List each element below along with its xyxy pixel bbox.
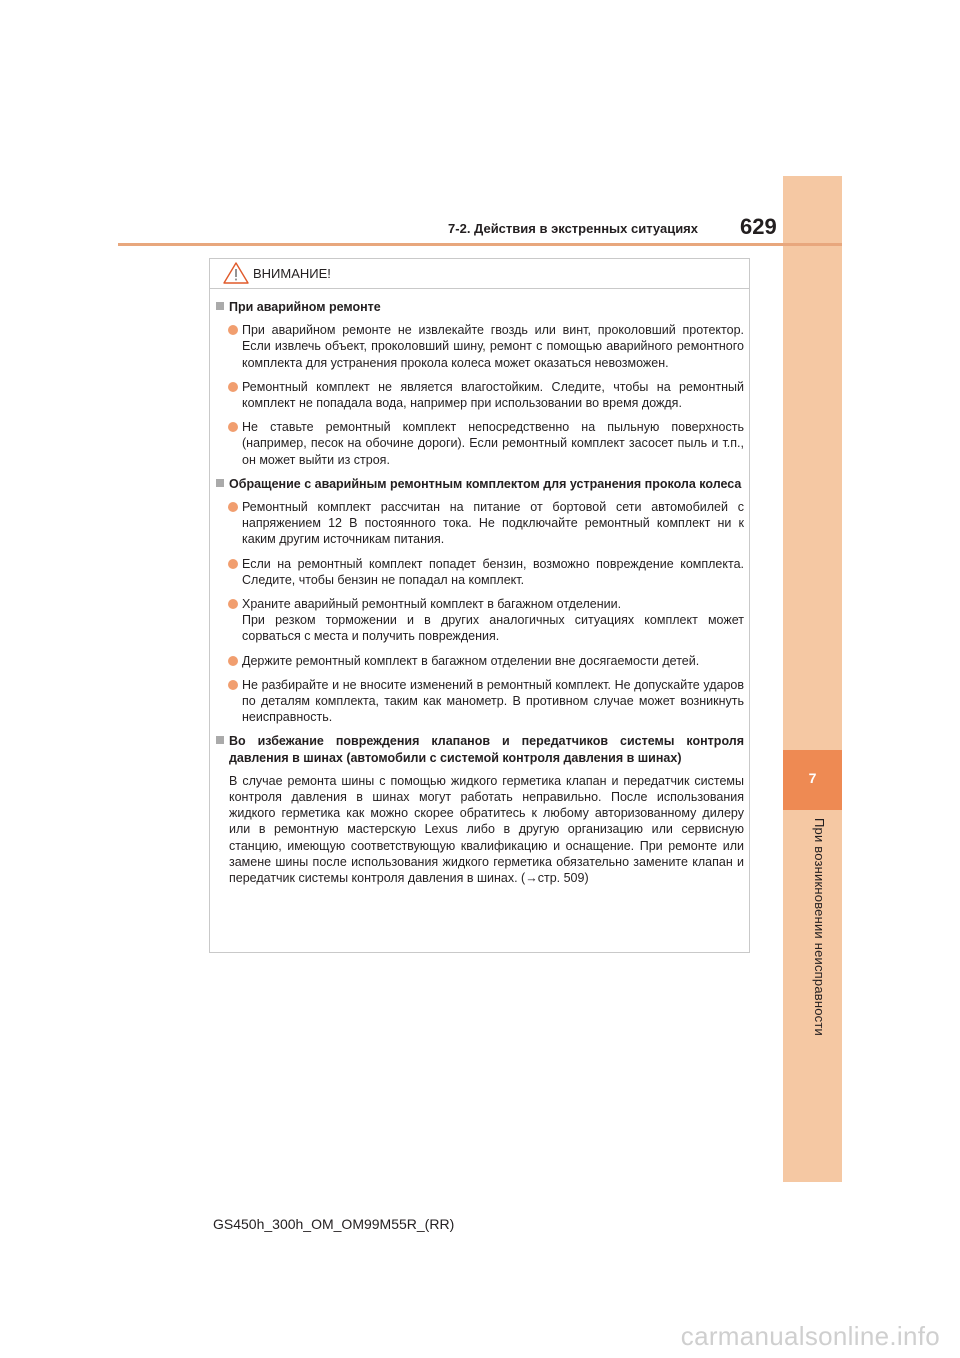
square-bullet-icon: [216, 736, 224, 744]
caution-content: [216, 299, 744, 892]
section-heading-text: Во избежание повреждения клапанов и передатчиков системы контроля давления в шинах (автомобили с системой контроля давления в шинах): [229, 734, 744, 765]
square-bullet-icon: [216, 479, 224, 487]
bullet-item: [216, 596, 744, 645]
circle-bullet-icon: [228, 656, 238, 666]
section-heading: [216, 733, 744, 765]
caution-section: [216, 733, 744, 886]
bullet-text: Ремонтный комплект не является влагостойким. Следите, чтобы на ремонтный комплект не попадала вода, например при использовании во время дождя.: [242, 379, 744, 411]
section-heading-text: При аварийном ремонте: [229, 300, 381, 314]
bullet-text: Не разбирайте и не вносите изменений в ремонтный комплект. Не допускайте ударов по деталям комплекта, таким как манометр. В противном случае может возникнуть неисправность.: [242, 677, 744, 725]
circle-bullet-icon: [228, 502, 238, 512]
bullet-item: [216, 499, 744, 548]
circle-bullet-icon: [228, 599, 238, 609]
bullet-item: [216, 379, 744, 411]
caution-section: [216, 299, 744, 468]
bullet-text: Держите ремонтный комплект в багажном отделении вне досягаемости детей.: [242, 653, 700, 668]
section-title: 7-2. Действия в экстренных ситуациях: [448, 221, 698, 236]
watermark: carmanualsonline.info: [680, 1321, 940, 1351]
circle-bullet-icon: [228, 680, 238, 690]
bullet-item: [216, 322, 744, 371]
chapter-title: При возникновении неисправности: [812, 818, 827, 1036]
chapter-number: 7: [808, 770, 817, 786]
header-rule: [118, 243, 842, 246]
circle-bullet-icon: [228, 422, 238, 432]
caution-title: ВНИМАНИЕ!: [253, 266, 331, 281]
section-heading-text: Обращение с аварийным ремонтным комплектом для устранения прокола колеса: [229, 476, 742, 491]
section-paragraph: [216, 773, 744, 886]
caution-box: [209, 258, 750, 953]
bullet-text: Если на ремонтный комплект попадет бензин, возможно повреждение комплекта. Следите, чтобы бензин не попадал на комплект.: [242, 556, 744, 587]
bullet-item: [216, 419, 744, 468]
circle-bullet-icon: [228, 382, 238, 392]
warning-triangle-icon: [223, 261, 249, 285]
circle-bullet-icon: [228, 325, 238, 335]
bullet-item: [216, 556, 744, 588]
page-number: 629: [740, 214, 777, 239]
caution-header: [210, 259, 749, 289]
bullet-text: При резком торможении и в других аналогичных ситуациях комплект может сорваться с места и получить повреждения.: [242, 613, 744, 644]
bullet-item: [216, 653, 744, 669]
circle-bullet-icon: [228, 559, 238, 569]
section-heading: [216, 476, 744, 492]
paragraph-text: В случае ремонта шины с помощью жидкого герметика клапан и передатчик системы контроля давления в шинах могут работать неправильно. После использования жидкого герметика как можно скорее обратитесь к любому авторизованному дилеру или в ремонтную мастерскую Lexus либо в другую организацию или сервисную станцию, имеющую соответствующую квалификацию и оснащение. При ремонте или замене шины после использования жидкого герметика обязательно замените клапан и передатчик системы контроля давления в шинах. (→стр. 509): [229, 773, 744, 886]
bullet-text: Не ставьте ремонтный комплект непосредственно на пыльную поверхность (например, песок на обочине дороги). Если ремонтный комплект засосет пыль и т.п., он может выйти из строя.: [242, 420, 744, 467]
footer-code: GS450h_300h_OM_OM99M55R_(RR): [213, 1216, 455, 1232]
caution-section: [216, 476, 744, 726]
chapter-number-tab: [783, 750, 842, 810]
bullet-text: Храните аварийный ремонтный комплект в багажном отделении.: [242, 597, 622, 612]
section-heading: [216, 299, 744, 315]
square-bullet-icon: [216, 302, 224, 310]
bullet-item: [216, 677, 744, 726]
bullet-text: При аварийном ремонте не извлекайте гвоздь или винт, проколовший протектор. Если извлечь объект, проколовший шину, ремонт с помощью аварийного ремонтного комплекта для устранения прокола колеса может оказаться невозможен.: [242, 323, 744, 370]
bullet-text: Ремонтный комплект рассчитан на питание от бортовой сети автомобилей с напряжением 12 В постоянного тока. Не подключайте ремонтный комплект ни к каким другим источникам питания.: [242, 500, 744, 547]
